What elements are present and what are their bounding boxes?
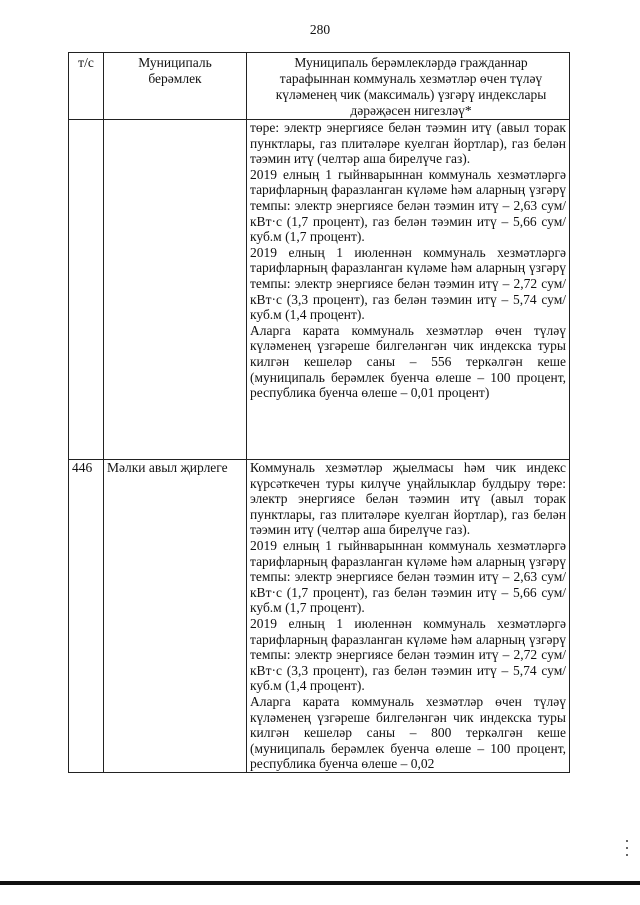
scan-bottom-edge bbox=[0, 881, 640, 885]
row-justification bbox=[247, 120, 570, 460]
paragraph: 2019 елның 1 гыйнварыннан коммуналь хезмәтләргә тарифларның фаразланган күләме һәм аларның үзгәрү темпы: электр энергиясе белән тәэмин итү – 2,63 сум/кВт·с (1,7 процент), газ белән тәэмин итү – 5,66 сум/куб.м (1,7 процент). bbox=[250, 537, 566, 616]
table-row bbox=[69, 460, 570, 773]
row-number: 446 bbox=[69, 460, 104, 773]
table-header-row bbox=[69, 53, 570, 120]
row-number bbox=[69, 120, 104, 460]
header-justification: Муниципаль берәмлекләрдә гражданнар тарафыннан коммуналь хезмәтләр өчен түләү күләменең чик (максималь) үзгәрү индекслары дәрәҗәсен нигезләү* bbox=[247, 53, 570, 120]
page-number: 280 bbox=[309, 22, 331, 37]
row-justification bbox=[247, 460, 570, 773]
paragraph: төре: электр энергиясе белән тәэмин итү (авыл торак пунктлары, газ плитәләре куелган йортлар), газ белән тәэмин итү (челтәр аша бирелүче газ). bbox=[250, 120, 566, 167]
row-municipality bbox=[104, 120, 247, 460]
header-municipality: Муниципаль берәмлек bbox=[104, 53, 247, 120]
scan-margin-marks bbox=[626, 840, 630, 860]
paragraph: 2019 елның 1 гыйнварыннан коммуналь хезмәтләргә тарифларның фаразланган күләме һәм аларның үзгәрү темпы: электр энергиясе белән тәэмин итү – 2,63 сум/кВт·с (1,7 процент), газ белән тәэмин итү – 5,66 сум/куб.м (1,7 процент). bbox=[250, 166, 566, 245]
paragraph: Аларга карата коммуналь хезмәтләр өчен түләү күләменең үзгәреше билгеләнгән чик индекска туры килгән кешеләр саны – 800 теркәлгән кеше (муниципаль берәмлек буенча өлеше – 100 процент, республика буенча өлеше – 0,02 bbox=[250, 693, 566, 772]
paragraph: Коммуналь хезмәтләр җыелмасы һәм чик индекс күрсәткечен туры килүче уңайлыклар булдыру төре: электр энергиясе белән тәэмин итү (авыл торак пунктлары, газ плитәләре куелган йортлар), газ белән тәэмин итү (челтәр аша бирелүче газ). bbox=[250, 460, 566, 538]
paragraph: 2019 елның 1 июленнән коммуналь хезмәтләргә тарифларның фаразланган күләме һәм аларның үзгәрү темпы: электр энергиясе белән тәэмин итү – 2,72 сум/кВт·с (3,3 процент), газ белән тәэмин итү – 5,74 сум/куб.м (1,4 процент). bbox=[250, 615, 566, 694]
header-number: т/с bbox=[69, 53, 104, 120]
row-municipality: Мәлки авыл җирлеге bbox=[104, 460, 247, 773]
paragraph: 2019 елның 1 июленнән коммуналь хезмәтләргә тарифларның фаразланган күләме һәм аларның үзгәрү темпы: электр энергиясе белән тәэмин итү – 2,72 сум/кВт·с (3,3 процент), газ белән тәэмин итү – 5,74 сум/куб.м (1,4 процент). bbox=[250, 244, 566, 323]
paragraph: Аларга карата коммуналь хезмәтләр өчен түләү күләменең үзгәреше билгеләнгән чик индекска туры килгән кешеләр саны – 556 теркәлгән кеше (муниципаль берәмлек буенча өлеше – 100 процент, республика буенча өлеше – 0,01 процент) bbox=[250, 322, 566, 401]
indices-table bbox=[68, 52, 570, 773]
table-row bbox=[69, 120, 570, 460]
